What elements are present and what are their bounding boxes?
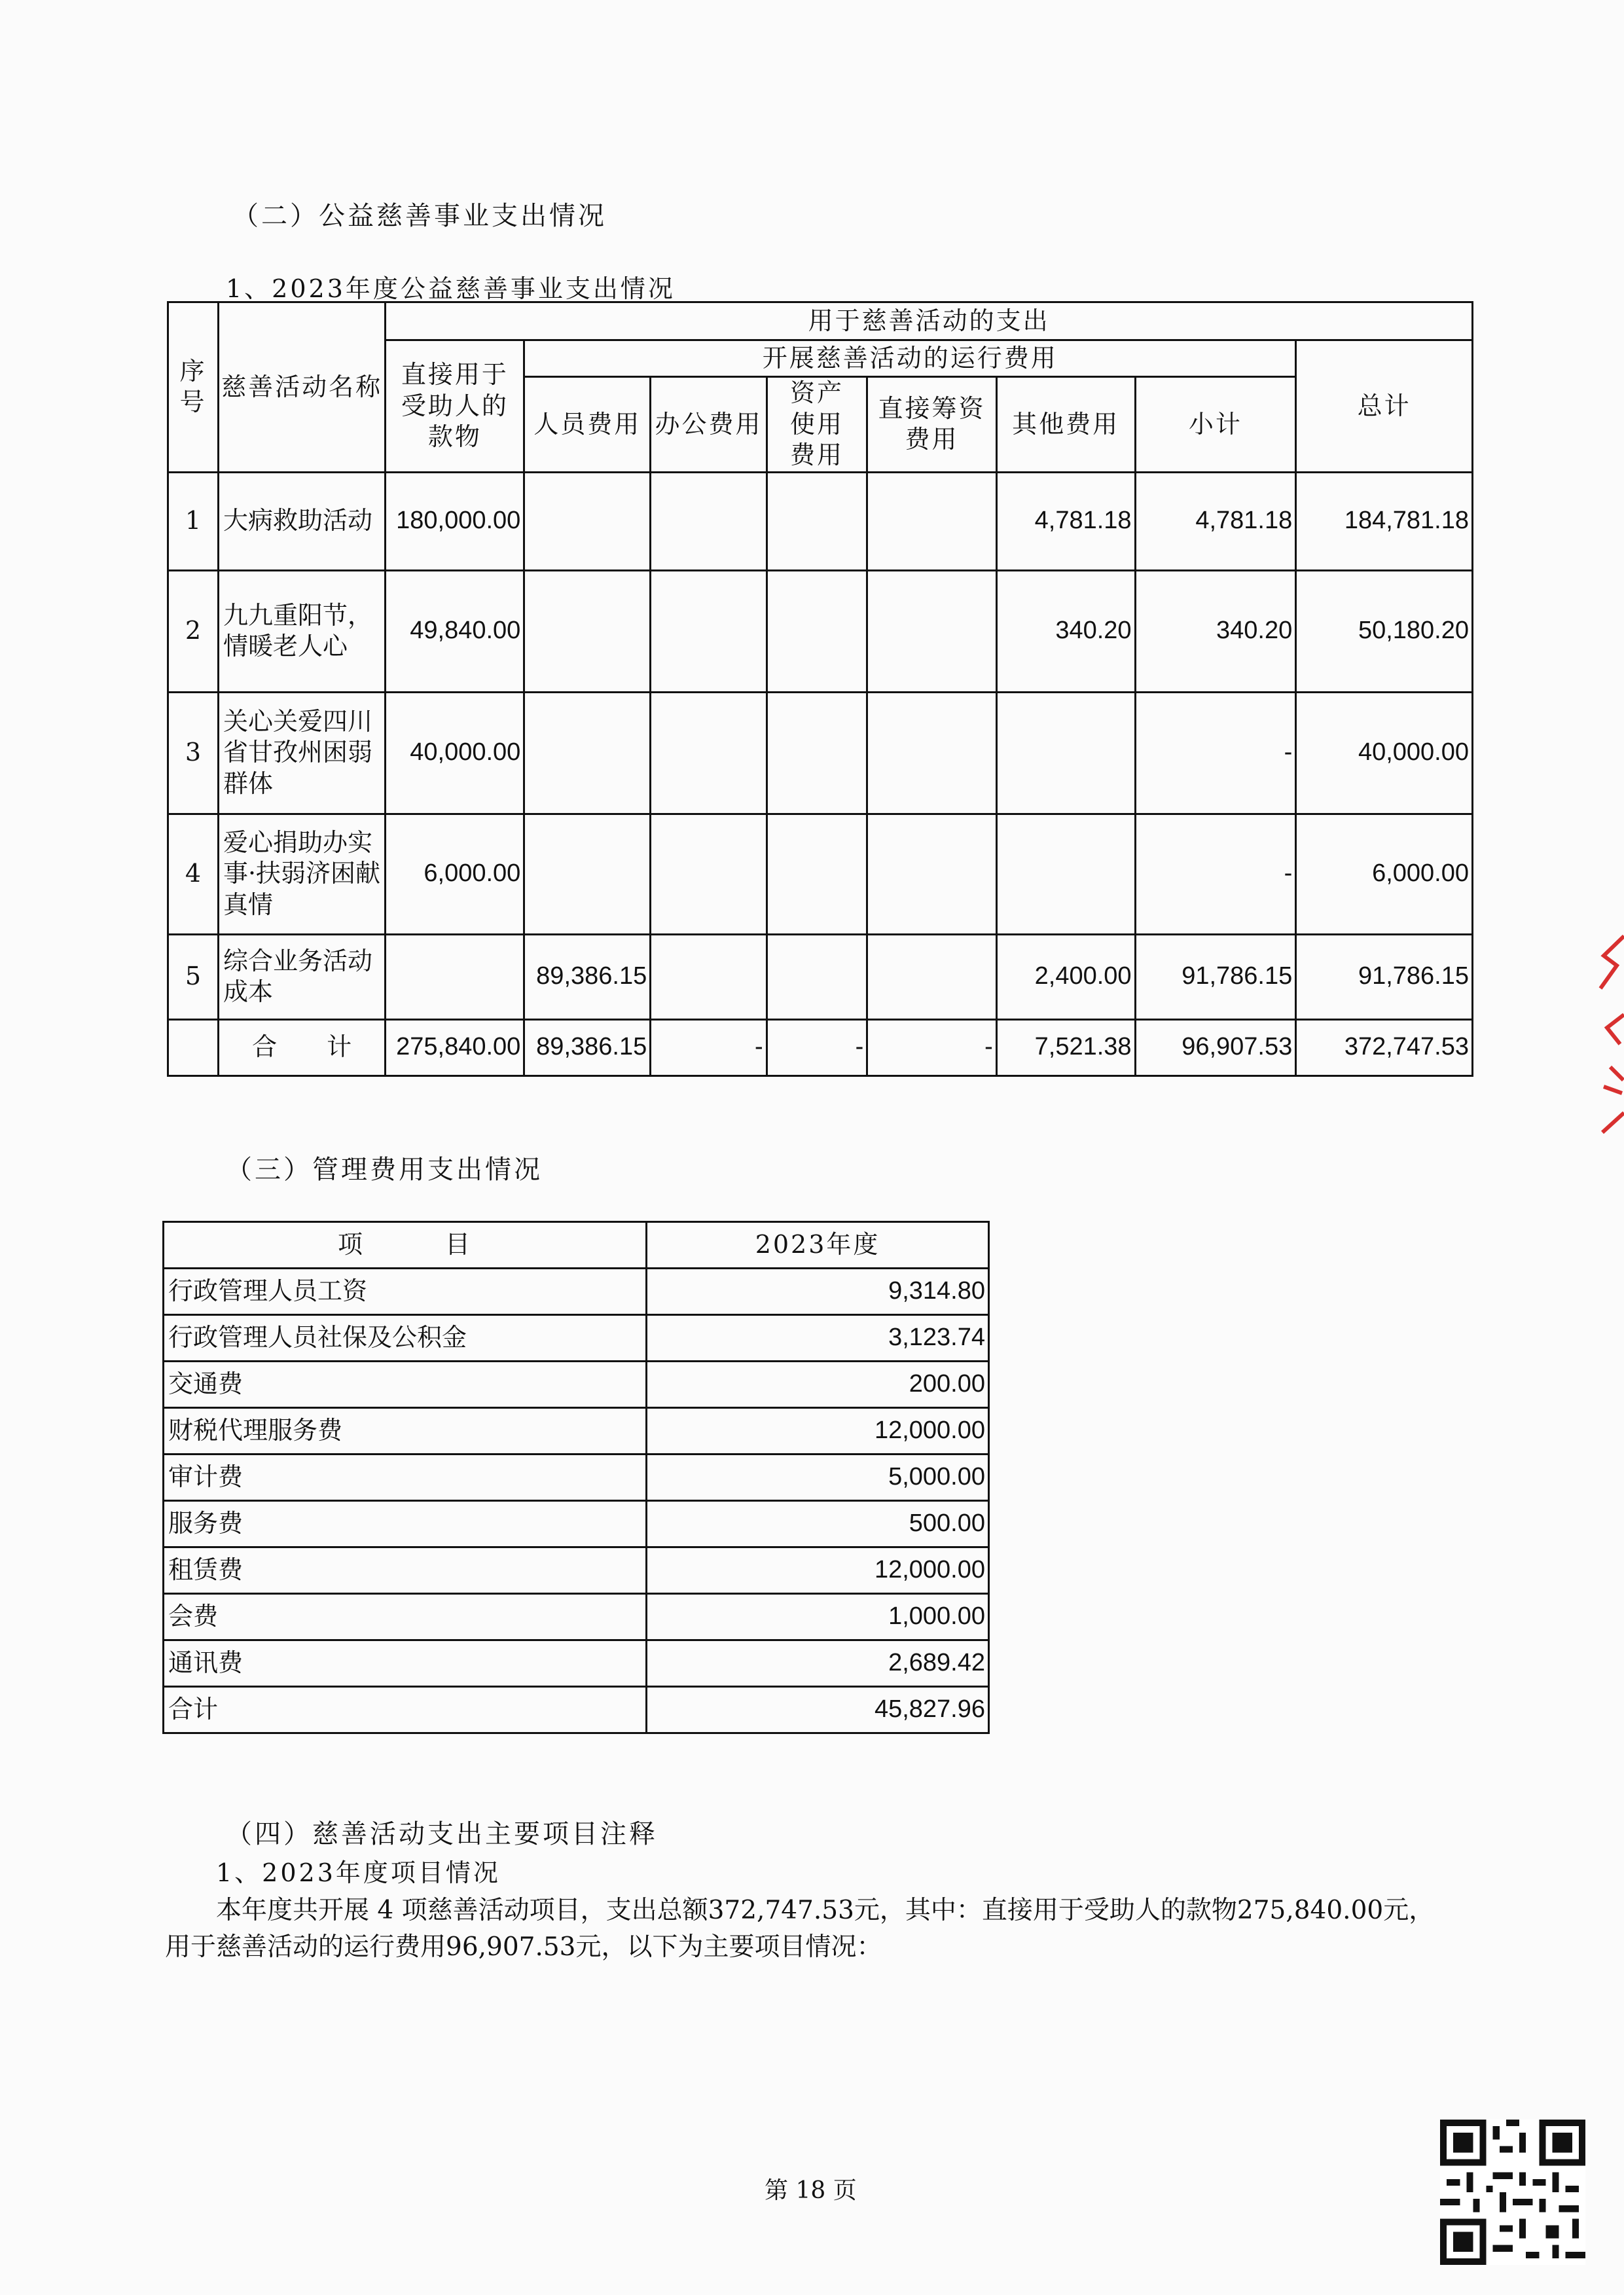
cell-subtotal: - (1135, 692, 1296, 814)
total-office: - (651, 1019, 767, 1075)
table-row (164, 1362, 989, 1408)
cell-fundraising (867, 814, 996, 934)
total-other: 7,521.38 (996, 1019, 1135, 1075)
total-personnel: 89,386.15 (524, 1019, 651, 1075)
cell-other: 340.20 (996, 570, 1135, 692)
red-seal-fragment (1597, 930, 1624, 1139)
cell-item: 通讯费 (164, 1640, 647, 1687)
cell-item: 财税代理服务费 (164, 1408, 647, 1455)
cell-other (996, 814, 1135, 934)
table1-title: 1、2023年度公益慈善事业支出情况 (226, 274, 676, 303)
table-row (168, 570, 1473, 692)
cell-seq: 4 (168, 814, 219, 934)
header-direct: 直接用于受助人的款物 (386, 340, 524, 473)
cell-personnel (524, 570, 651, 692)
cell-direct (386, 934, 524, 1019)
section2-title: （二）公益慈善事业支出情况 (232, 201, 607, 231)
cell-office (651, 692, 767, 814)
header-seq: 序号 (168, 302, 219, 473)
cell-direct: 49,840.00 (386, 570, 524, 692)
section4-paragraph-line1: 本年度共开展 4 项慈善活动项目，支出总额372,747.53元，其中：直接用于受助人的款物275,840.00元， (216, 1896, 1435, 1925)
section3-title: （三）管理费用支出情况 (226, 1155, 543, 1185)
cell-value: 200.00 (647, 1362, 989, 1408)
cell-asset (767, 814, 867, 934)
cell-item: 交通费 (164, 1362, 647, 1408)
cell-value: 2,689.42 (647, 1640, 989, 1687)
cell-subtotal: 340.20 (1135, 570, 1296, 692)
cell-value: 12,000.00 (647, 1547, 989, 1594)
table-row (164, 1501, 989, 1547)
header-item: 项 目 (164, 1222, 647, 1269)
cell-asset (767, 692, 867, 814)
cell-item: 审计费 (164, 1455, 647, 1501)
cell-office (651, 934, 767, 1019)
cell-total: 40,000.00 (1296, 692, 1473, 814)
charity-expense-table (167, 301, 1473, 1077)
cell-personnel (524, 692, 651, 814)
cell-seq: 3 (168, 692, 219, 814)
page-number: 第 18 页 (765, 2177, 857, 2204)
cell-fundraising (867, 934, 996, 1019)
header-office: 办公费用 (651, 377, 767, 473)
cell-item: 行政管理人员社保及公积金 (164, 1315, 647, 1362)
header-other: 其他费用 (996, 377, 1135, 473)
cell-value: 500.00 (647, 1501, 989, 1547)
cell-office (651, 472, 767, 570)
cell-seq: 1 (168, 472, 219, 570)
cell-asset (767, 934, 867, 1019)
cell-total: 6,000.00 (1296, 814, 1473, 934)
table-header-row (164, 1222, 989, 1269)
table-row (164, 1455, 989, 1501)
cell-item: 租赁费 (164, 1547, 647, 1594)
table-row (168, 934, 1473, 1019)
cell-total: 50,180.20 (1296, 570, 1473, 692)
header-subtotal: 小计 (1135, 377, 1296, 473)
cell-subtotal: 4,781.18 (1135, 472, 1296, 570)
cell-item: 行政管理人员工资 (164, 1269, 647, 1315)
table-row (164, 1315, 989, 1362)
cell-fundraising (867, 692, 996, 814)
table-row (164, 1547, 989, 1594)
cell-fundraising (867, 472, 996, 570)
header-name: 慈善活动名称 (218, 302, 385, 473)
cell-other: 4,781.18 (996, 472, 1135, 570)
management-expense-table (162, 1221, 990, 1734)
header-year: 2023年度 (647, 1222, 989, 1269)
cell-subtotal: 91,786.15 (1135, 934, 1296, 1019)
table-total-row (164, 1687, 989, 1733)
total-subtotal: 96,907.53 (1135, 1019, 1296, 1075)
cell-value: 5,000.00 (647, 1455, 989, 1501)
cell-value: 45,827.96 (647, 1687, 989, 1733)
cell-total: 184,781.18 (1296, 472, 1473, 570)
qr-code (1440, 2120, 1585, 2265)
table-row (164, 1269, 989, 1315)
table-row (168, 692, 1473, 814)
cell-item: 合计 (164, 1687, 647, 1733)
cell-name: 关心关爱四川省甘孜州困弱群体 (218, 692, 385, 814)
header-total: 总计 (1296, 340, 1473, 473)
cell-office (651, 570, 767, 692)
section4-subtitle: 1、2023年度项目情况 (216, 1858, 501, 1887)
header-charity-expense: 用于慈善活动的支出 (386, 302, 1473, 340)
cell-personnel (524, 472, 651, 570)
table-row (164, 1408, 989, 1455)
header-asset: 资产使用费用 (767, 377, 867, 473)
cell-other: 2,400.00 (996, 934, 1135, 1019)
table-row (168, 814, 1473, 934)
header-operating: 开展慈善活动的运行费用 (524, 340, 1296, 377)
cell-seq: 5 (168, 934, 219, 1019)
total-asset: - (767, 1019, 867, 1075)
cell-seq-empty (168, 1019, 219, 1075)
total-fundraising: - (867, 1019, 996, 1075)
cell-asset (767, 570, 867, 692)
total-total: 372,747.53 (1296, 1019, 1473, 1075)
total-label: 合 计 (218, 1019, 385, 1075)
cell-total: 91,786.15 (1296, 934, 1473, 1019)
cell-value: 3,123.74 (647, 1315, 989, 1362)
cell-office (651, 814, 767, 934)
cell-personnel: 89,386.15 (524, 934, 651, 1019)
cell-item: 服务费 (164, 1501, 647, 1547)
cell-fundraising (867, 570, 996, 692)
cell-value: 9,314.80 (647, 1269, 989, 1315)
cell-other (996, 692, 1135, 814)
total-direct: 275,840.00 (386, 1019, 524, 1075)
cell-name: 九九重阳节，情暖老人心 (218, 570, 385, 692)
header-fundraising: 直接筹资费用 (867, 377, 996, 473)
cell-name: 大病救助活动 (218, 472, 385, 570)
cell-item: 会费 (164, 1594, 647, 1640)
cell-seq: 2 (168, 570, 219, 692)
section4-paragraph-line2: 用于慈善活动的运行费用96,907.53元，以下为主要项目情况： (165, 1932, 882, 1962)
cell-direct: 40,000.00 (386, 692, 524, 814)
cell-subtotal: - (1135, 814, 1296, 934)
cell-personnel (524, 814, 651, 934)
table-row (164, 1594, 989, 1640)
cell-asset (767, 472, 867, 570)
cell-name: 综合业务活动成本 (218, 934, 385, 1019)
table-total-row (168, 1019, 1473, 1075)
cell-direct: 180,000.00 (386, 472, 524, 570)
cell-direct: 6,000.00 (386, 814, 524, 934)
cell-name: 爱心捐助办实事·扶弱济困献真情 (218, 814, 385, 934)
section4-title: （四）慈善活动支出主要项目注释 (226, 1819, 658, 1849)
header-personnel: 人员费用 (524, 377, 651, 473)
cell-value: 12,000.00 (647, 1408, 989, 1455)
table-row (168, 472, 1473, 570)
cell-value: 1,000.00 (647, 1594, 989, 1640)
table-row (164, 1640, 989, 1687)
